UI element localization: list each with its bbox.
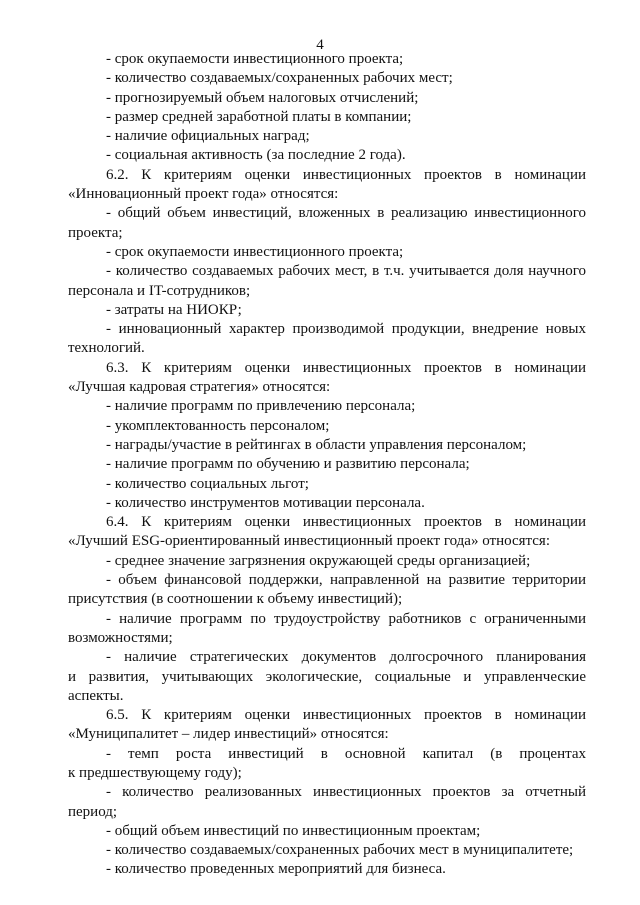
text-line: - объем финансовой поддержки, направленной на развитие территории bbox=[106, 572, 586, 589]
text-line: «Инновационный проект года» относятся: bbox=[68, 186, 339, 203]
text-line: «Лучшая кадровая стратегия» относятся: bbox=[68, 379, 331, 396]
text-line: возможностями; bbox=[68, 629, 173, 646]
text-line: - количество проведенных мероприятий для бизнеса. bbox=[106, 861, 446, 878]
text-line: - темп роста инвестиций в основной капитал (в процентах bbox=[106, 745, 586, 762]
text-line: - социальная активность (за последние 2 года). bbox=[106, 147, 406, 164]
text-line: - наличие программ по обучению и развитию персонала; bbox=[106, 456, 470, 473]
text-line: - количество социальных льгот; bbox=[106, 475, 309, 492]
text-line: проекта; bbox=[68, 224, 123, 241]
text-line: - общий объем инвестиций по инвестиционным проектам; bbox=[106, 822, 481, 839]
text-line: - количество инструментов мотивации персонала. bbox=[106, 494, 425, 511]
text-line: - прогнозируемый объем налоговых отчислений; bbox=[106, 89, 419, 106]
text-line: - срок окупаемости инвестиционного проекта; bbox=[106, 243, 404, 260]
text-line: и развития, учитывающих экологические, социальные и управленческие bbox=[68, 668, 586, 685]
text-line: персонала и IT-сотрудников; bbox=[68, 282, 251, 299]
text-line: - наличие стратегических документов долгосрочного планирования bbox=[106, 649, 586, 666]
page-number: 4 bbox=[316, 37, 324, 53]
text-line: - среднее значение загрязнения окружающей среды организацией; bbox=[106, 552, 531, 569]
text-line: - размер средней заработной платы в компании; bbox=[106, 108, 412, 125]
text-line: 6.3. К критериям оценки инвестиционных проектов в номинации bbox=[106, 359, 586, 376]
text-line: - наличие программ по трудоустройству работников с ограниченными bbox=[106, 610, 586, 627]
text-line: 6.5. К критериям оценки инвестиционных проектов в номинации bbox=[106, 707, 586, 724]
text-line: - количество создаваемых/сохраненных рабочих мест в муниципалитете; bbox=[106, 842, 574, 859]
text-line: присутствия (в соотношении к объему инвестиций); bbox=[68, 591, 403, 608]
text-line: - количество создаваемых/сохраненных рабочих мест; bbox=[106, 70, 453, 87]
text-line: «Муниципалитет – лидер инвестиций» относятся: bbox=[68, 726, 389, 743]
text-line: технологий. bbox=[68, 340, 145, 357]
text-line: - количество создаваемых рабочих мест, в т.ч. учитывается доля научного bbox=[106, 263, 586, 280]
text-line: - затраты на НИОКР; bbox=[106, 301, 242, 318]
text-line: 6.2. К критериям оценки инвестиционных проектов в номинации bbox=[106, 166, 586, 183]
text-line: аспекты. bbox=[68, 687, 124, 704]
text-line: «Лучший ESG-ориентированный инвестиционный проект года» относятся: bbox=[68, 533, 550, 550]
text-line: период; bbox=[68, 803, 118, 820]
text-line: - наличие официальных наград; bbox=[106, 128, 310, 145]
text-line: - срок окупаемости инвестиционного проекта; bbox=[106, 51, 404, 67]
text-line: - награды/участие в рейтингах в области управления персоналом; bbox=[106, 436, 527, 453]
text-line: - наличие программ по привлечению персонала; bbox=[106, 398, 416, 415]
text-line: - укомплектованность персоналом; bbox=[106, 417, 330, 434]
text-line: 6.4. К критериям оценки инвестиционных проектов в номинации bbox=[106, 514, 586, 531]
text-line: - количество реализованных инвестиционных проектов за отчетный bbox=[106, 784, 586, 801]
document-body bbox=[68, 50, 586, 880]
text-line: - общий объем инвестиций, вложенных в реализацию инвестиционного bbox=[106, 205, 586, 222]
text-line: - инновационный характер производимой продукции, внедрение новых bbox=[106, 321, 586, 338]
text-line: к предшествующему году); bbox=[68, 764, 242, 781]
